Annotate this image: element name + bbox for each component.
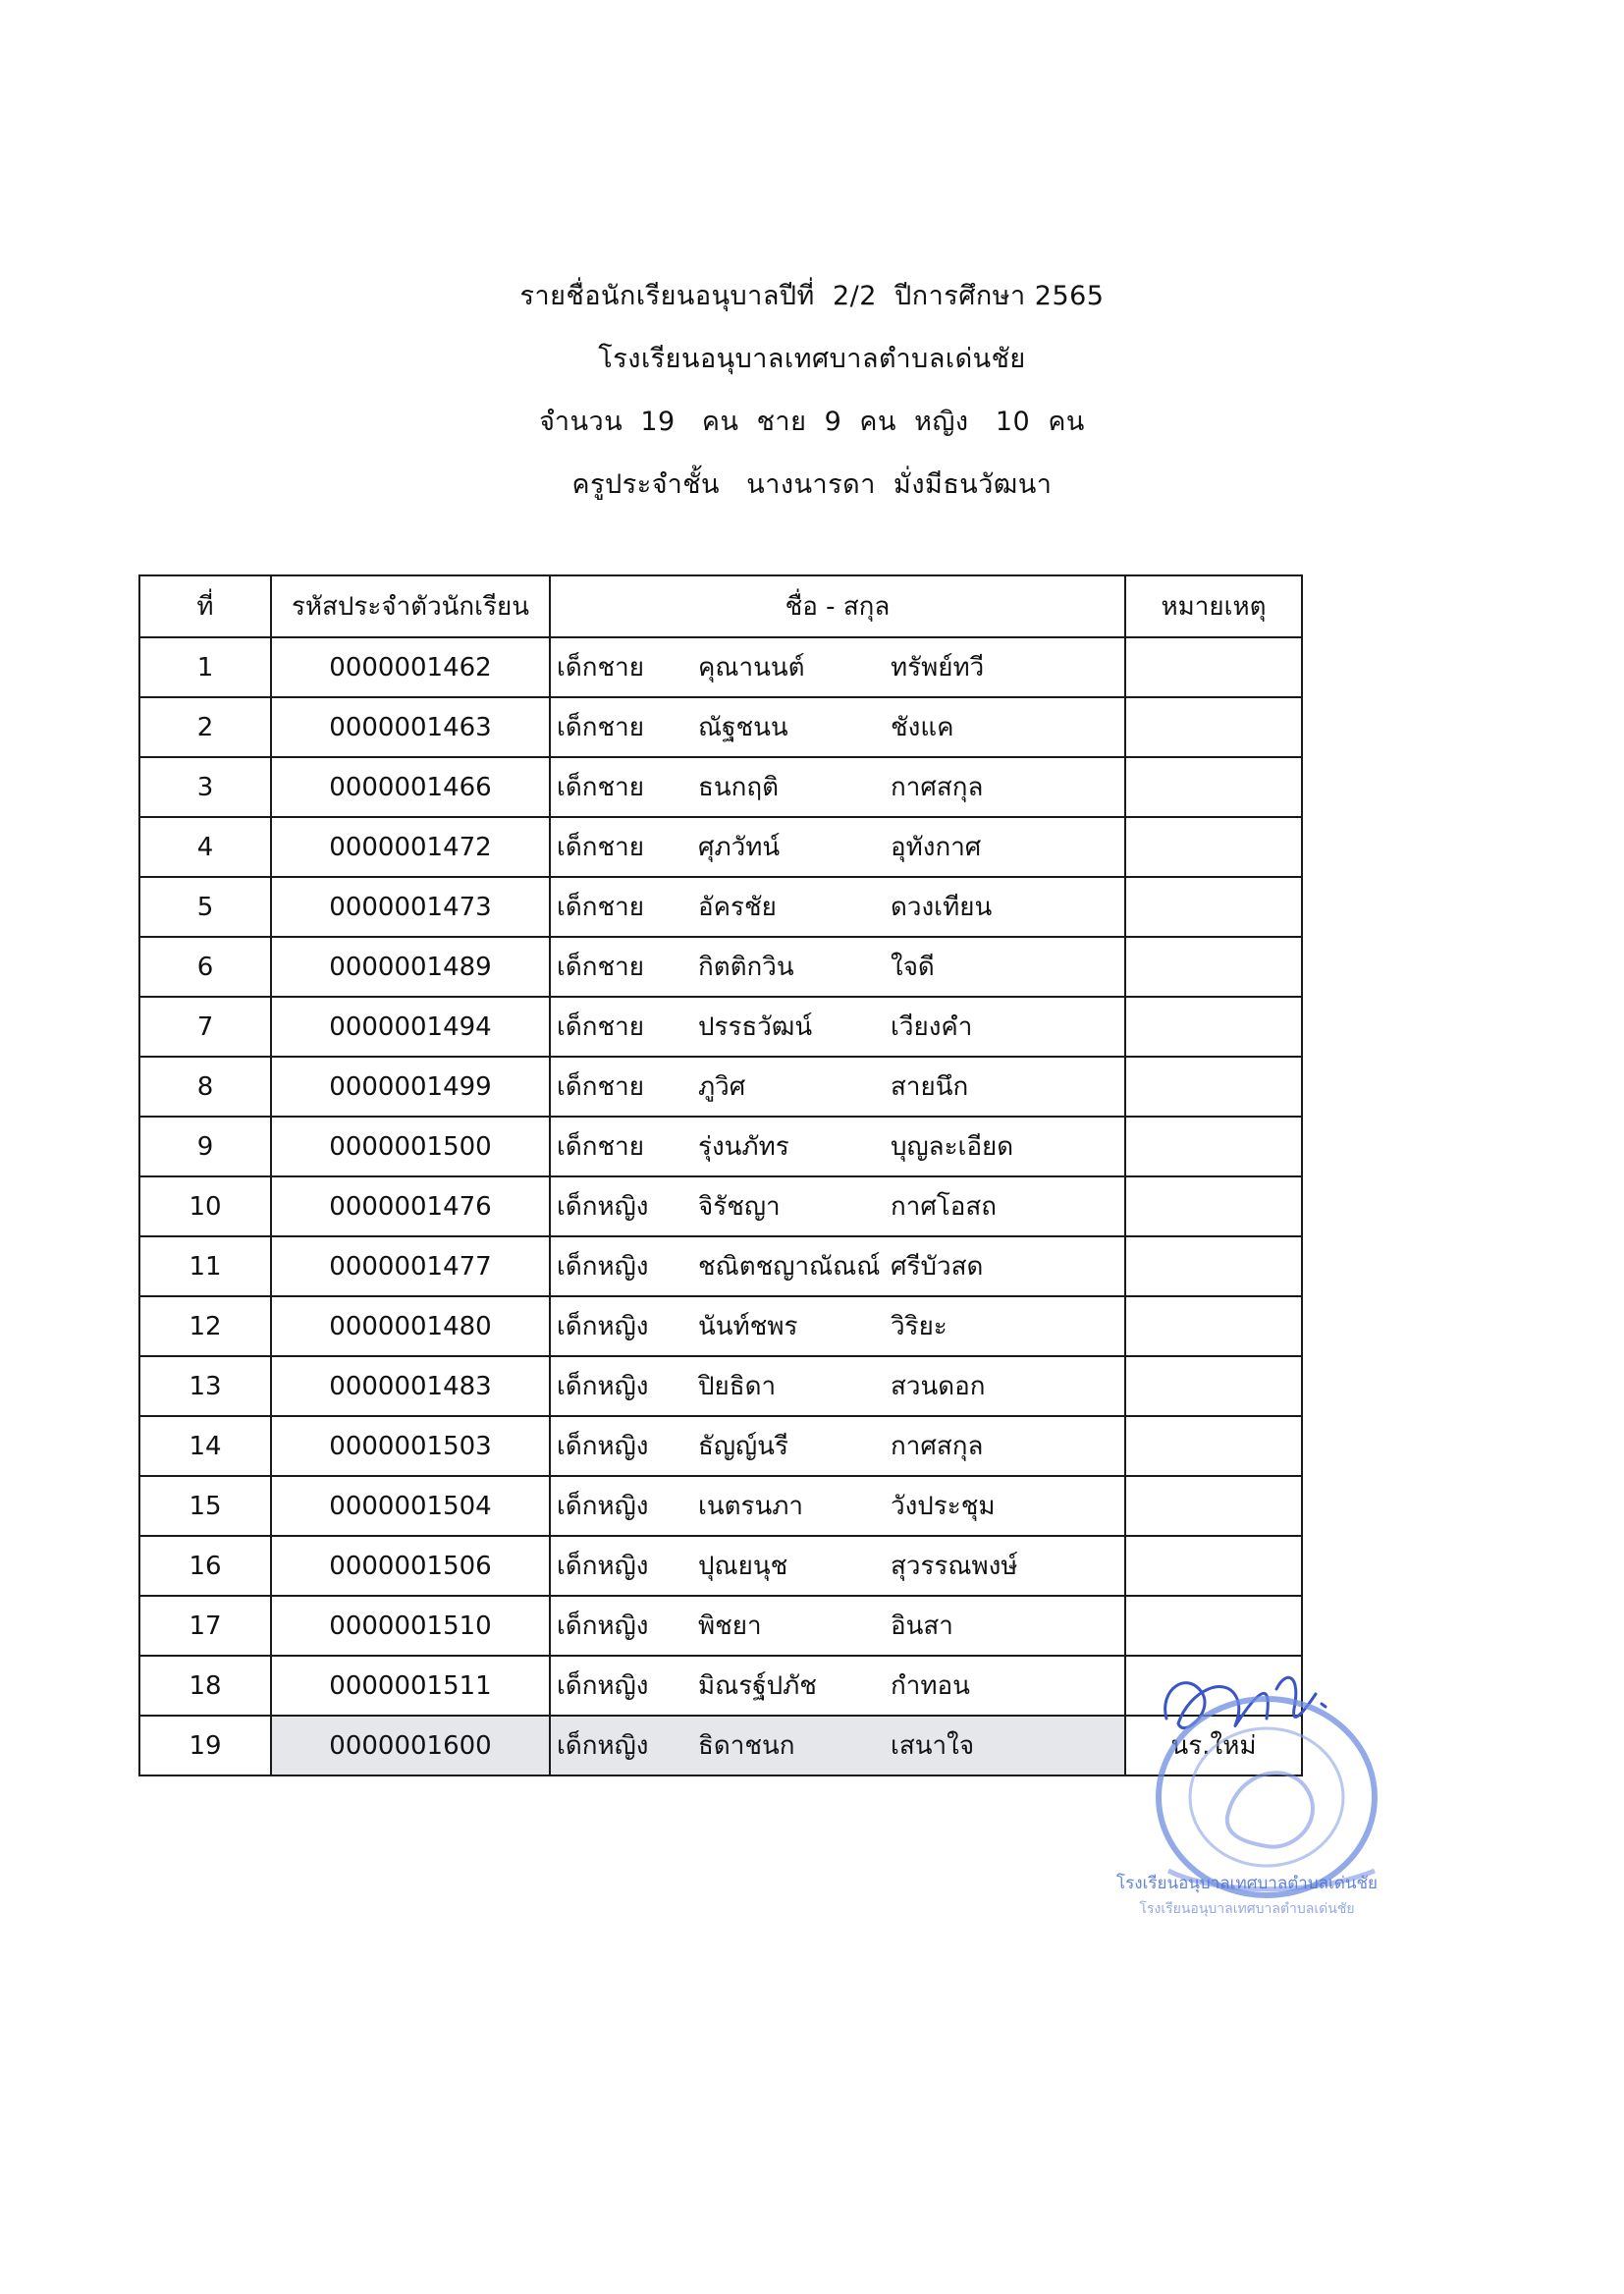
cell-full-name [550, 1596, 1125, 1656]
cell-full-name [550, 637, 1125, 697]
header-full-name: ชื่อ - สกุล [550, 575, 1125, 637]
cell-number: 6 [139, 937, 271, 997]
table-row [139, 637, 1302, 697]
last-name: สายนึก [891, 1072, 969, 1102]
name-prefix: เด็กหญิง [557, 1671, 649, 1701]
cell-full-name [550, 1536, 1125, 1596]
first-name: ศุภวัทน์ [698, 833, 781, 862]
cell-remarks [1125, 697, 1302, 757]
cell-student-id: 0000001494 [271, 997, 550, 1057]
last-name: กาศสกุล [891, 1432, 984, 1461]
last-name: สุวรรณพงษ์ [891, 1552, 1018, 1581]
table-row [139, 1176, 1302, 1236]
cell-student-id: 0000001466 [271, 757, 550, 817]
cell-remarks [1125, 1356, 1302, 1416]
title-counts: จำนวน 19 คน ชาย 9 คน หญิง 10 คน [539, 407, 1085, 437]
cell-number: 2 [139, 697, 271, 757]
last-name: วิริยะ [891, 1312, 947, 1341]
table-row [139, 817, 1302, 877]
name-prefix: เด็กชาย [557, 773, 644, 802]
cell-remarks [1125, 817, 1302, 877]
stamp-caption [1090, 1871, 1404, 1922]
cell-student-id: 0000001500 [271, 1117, 550, 1176]
cell-number: 9 [139, 1117, 271, 1176]
first-name: ภูวิศ [698, 1072, 746, 1102]
cell-number: 16 [139, 1536, 271, 1596]
first-name: นันท์ชพร [698, 1312, 798, 1341]
cell-remarks [1125, 637, 1302, 697]
cell-student-id: 0000001600 [271, 1716, 550, 1775]
cell-remarks [1125, 937, 1302, 997]
last-name: เสนาใจ [891, 1731, 975, 1761]
stamp-emblem [1227, 1773, 1313, 1846]
table-row [139, 937, 1302, 997]
cell-remarks [1125, 1057, 1302, 1117]
document-header [0, 265, 1624, 517]
cell-number: 12 [139, 1296, 271, 1356]
last-name: ศรีบัวสด [891, 1252, 984, 1282]
stamp-caption-line1: โรงเรียนอนุบาลเทศบาลตำบลเด่นชัย [1116, 1874, 1378, 1893]
table-row [139, 1236, 1302, 1296]
cell-full-name [550, 757, 1125, 817]
first-name: ธนกฤติ [698, 773, 780, 802]
last-name: กำทอน [891, 1671, 970, 1701]
cell-number: 19 [139, 1716, 271, 1775]
cell-number: 17 [139, 1596, 271, 1656]
table-row [139, 1117, 1302, 1176]
cell-student-id: 0000001503 [271, 1416, 550, 1476]
name-prefix: เด็กชาย [557, 833, 644, 862]
last-name: สวนดอก [891, 1372, 986, 1401]
first-name: ธิดาชนก [698, 1731, 795, 1761]
first-name: กิตติกวิน [698, 953, 794, 982]
table-row [139, 697, 1302, 757]
cell-full-name [550, 1236, 1125, 1296]
name-prefix: เด็กหญิง [557, 1492, 649, 1521]
cell-student-id: 0000001499 [271, 1057, 550, 1117]
cell-remarks [1125, 757, 1302, 817]
cell-student-id: 0000001506 [271, 1536, 550, 1596]
first-name: เนตรนภา [698, 1492, 804, 1521]
cell-remarks [1125, 1536, 1302, 1596]
table-row [139, 1296, 1302, 1356]
table-row [139, 997, 1302, 1057]
last-name: เวียงคำ [891, 1012, 973, 1042]
table-row [139, 1536, 1302, 1596]
table-row [139, 1596, 1302, 1656]
cell-student-id: 0000001483 [271, 1356, 550, 1416]
table-header-row [139, 575, 1302, 637]
first-name: มิณรฐ์ปภัช [698, 1671, 817, 1701]
cell-full-name [550, 1476, 1125, 1536]
cell-full-name [550, 697, 1125, 757]
first-name: คุณานนต์ [698, 653, 805, 683]
first-name: ณัฐชนน [698, 713, 788, 742]
title-teacher: ครูประจำชั้น นางนารดา มั่งมีธนวัฒนา [571, 469, 1053, 500]
name-prefix: เด็กหญิง [557, 1252, 649, 1282]
cell-full-name [550, 1356, 1125, 1416]
last-name: อุทังกาศ [891, 833, 982, 862]
table-row [139, 877, 1302, 937]
name-prefix: เด็กชาย [557, 893, 644, 922]
header-student-id: รหัสประจำตัวนักเรียน [271, 575, 550, 637]
last-name: วังประชุม [891, 1492, 996, 1521]
last-name: ทรัพย์ทวี [891, 653, 985, 683]
name-prefix: เด็กหญิง [557, 1611, 649, 1641]
cell-remarks [1125, 1476, 1302, 1536]
cell-number: 15 [139, 1476, 271, 1536]
table-row [139, 1476, 1302, 1536]
first-name: ปุณยนุช [698, 1552, 788, 1581]
name-prefix: เด็กชาย [557, 953, 644, 982]
name-prefix: เด็กหญิง [557, 1192, 649, 1222]
table-row [139, 757, 1302, 817]
title-class: รายชื่อนักเรียนอนุบาลปีที่ 2/2 ปีการศึกษา 2565 [519, 281, 1105, 311]
cell-remarks [1125, 1416, 1302, 1476]
cell-remarks [1125, 997, 1302, 1057]
cell-student-id: 0000001511 [271, 1656, 550, 1716]
cell-student-id: 0000001477 [271, 1236, 550, 1296]
cell-remarks [1125, 1596, 1302, 1656]
name-prefix: เด็กหญิง [557, 1552, 649, 1581]
header-remarks: หมายเหตุ [1125, 575, 1302, 637]
cell-full-name [550, 1057, 1125, 1117]
last-name: บุญละเอียด [891, 1132, 1014, 1162]
cell-student-id: 0000001476 [271, 1176, 550, 1236]
last-name: ชังแค [891, 713, 954, 742]
last-name: กาศโอสถ [891, 1192, 998, 1222]
cell-full-name [550, 1117, 1125, 1176]
table-row [139, 1356, 1302, 1416]
name-prefix: เด็กหญิง [557, 1312, 649, 1341]
last-name: กาศสกุล [891, 773, 984, 802]
first-name: จิรัชญา [698, 1192, 781, 1222]
cell-number: 7 [139, 997, 271, 1057]
last-name: ดวงเทียน [891, 893, 993, 922]
cell-number: 11 [139, 1236, 271, 1296]
first-name: ปิยธิดา [698, 1372, 777, 1401]
table-row [139, 1716, 1302, 1775]
stamp-caption-line2: โรงเรียนอนุบาลเทศบาลตำบลเด่นชัย [1139, 1901, 1355, 1917]
cell-full-name [550, 817, 1125, 877]
name-prefix: เด็กชาย [557, 1132, 644, 1162]
first-name: ปรรธวัฒน์ [698, 1012, 813, 1042]
cell-remarks [1125, 1236, 1302, 1296]
name-prefix: เด็กชาย [557, 1012, 644, 1042]
cell-number: 8 [139, 1057, 271, 1117]
table-row [139, 1416, 1302, 1476]
last-name: ใจดี [891, 953, 935, 982]
cell-full-name [550, 937, 1125, 997]
cell-number: 3 [139, 757, 271, 817]
cell-number: 4 [139, 817, 271, 877]
cell-number: 13 [139, 1356, 271, 1416]
table-row [139, 1656, 1302, 1716]
cell-full-name [550, 1416, 1125, 1476]
cell-number: 1 [139, 637, 271, 697]
cell-full-name [550, 1176, 1125, 1236]
cell-number: 10 [139, 1176, 271, 1236]
first-name: ชณิตชญาณัณณ์ [698, 1252, 881, 1282]
name-prefix: เด็กหญิง [557, 1432, 649, 1461]
cell-full-name [550, 1656, 1125, 1716]
name-prefix: เด็กหญิง [557, 1731, 649, 1761]
student-roster-table [138, 574, 1303, 1776]
cell-student-id: 0000001480 [271, 1296, 550, 1356]
name-prefix: เด็กชาย [557, 713, 644, 742]
name-prefix: เด็กชาย [557, 653, 644, 683]
cell-student-id: 0000001504 [271, 1476, 550, 1536]
cell-full-name [550, 997, 1125, 1057]
cell-student-id: 0000001472 [271, 817, 550, 877]
table-row [139, 1057, 1302, 1117]
cell-full-name [550, 1716, 1125, 1775]
cell-number: 5 [139, 877, 271, 937]
first-name: พิชยา [698, 1611, 762, 1641]
cell-remarks [1125, 1656, 1302, 1716]
name-prefix: เด็กชาย [557, 1072, 644, 1102]
cell-remarks [1125, 1117, 1302, 1176]
cell-student-id: 0000001463 [271, 697, 550, 757]
cell-remarks [1125, 1176, 1302, 1236]
header-number: ที่ [139, 575, 271, 637]
title-school: โรงเรียนอนุบาลเทศบาลตำบลเด่นชัย [598, 344, 1026, 374]
cell-remarks: นร.ใหม่ [1125, 1716, 1302, 1775]
cell-remarks [1125, 877, 1302, 937]
cell-full-name [550, 877, 1125, 937]
cell-full-name [550, 1296, 1125, 1356]
name-prefix: เด็กหญิง [557, 1372, 649, 1401]
first-name: อัครชัย [698, 893, 777, 922]
cell-student-id: 0000001489 [271, 937, 550, 997]
cell-number: 14 [139, 1416, 271, 1476]
cell-remarks [1125, 1296, 1302, 1356]
cell-student-id: 0000001462 [271, 637, 550, 697]
last-name: อินสา [891, 1611, 953, 1641]
first-name: รุ่งนภัทร [698, 1132, 789, 1162]
cell-number: 18 [139, 1656, 271, 1716]
cell-student-id: 0000001510 [271, 1596, 550, 1656]
cell-student-id: 0000001473 [271, 877, 550, 937]
first-name: ธัญญ์นรี [698, 1432, 788, 1461]
